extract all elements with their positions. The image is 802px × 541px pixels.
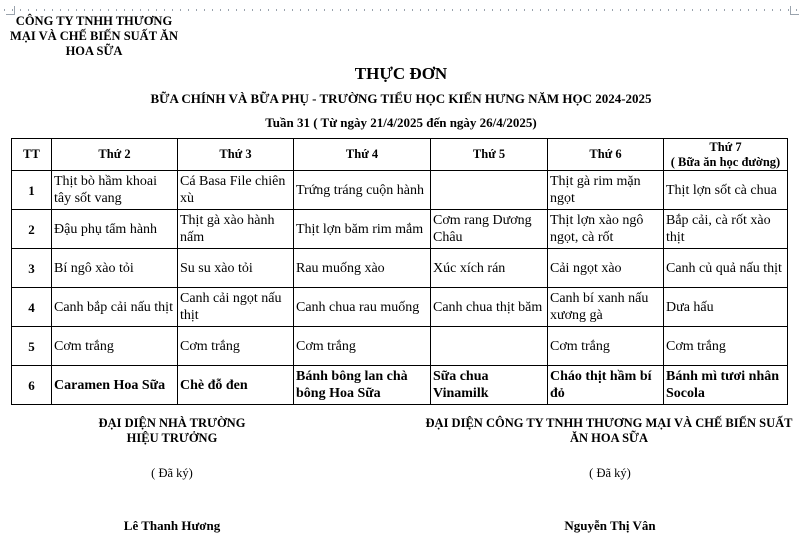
cell-wednesday: Bánh bông lan chà bông Hoa Sữa: [294, 366, 431, 405]
cell-monday: Caramen Hoa Sữa: [52, 366, 178, 405]
ruler-tick: [516, 9, 517, 11]
table-row: [12, 327, 788, 366]
ruler-tick: [28, 9, 29, 11]
ruler-tick: [308, 9, 309, 11]
ruler-tick: [292, 9, 293, 11]
ruler-tick: [60, 9, 61, 11]
cell-monday: Thịt bò hầm khoai tây sốt vang: [52, 171, 178, 210]
ruler-tick: [444, 9, 445, 11]
ruler-tick: [228, 9, 229, 11]
ruler-tick: [204, 9, 205, 11]
company-signature-title: [424, 416, 794, 446]
cell-monday: Canh bắp cải nấu thịt: [52, 288, 178, 327]
company-line-1: CÔNG TY TNHH THƯƠNG: [15, 14, 173, 28]
company-signature-line-2: ĂN HOA SỮA: [569, 431, 648, 445]
school-signer-name: Lê Thanh Hương: [123, 518, 221, 533]
table-row: [12, 366, 788, 405]
ruler-tick: [556, 9, 557, 11]
ruler-tick: [524, 9, 525, 11]
ruler-tick: [620, 9, 621, 11]
ruler-tick: [660, 9, 661, 11]
cell-saturday: Bắp cải, cà rốt xào thịt: [664, 210, 788, 249]
ruler-tick: [100, 9, 101, 11]
header-friday: Thứ 6: [548, 139, 664, 171]
row-number: 2: [12, 210, 52, 249]
cell-wednesday: Canh chua rau muống: [294, 288, 431, 327]
ruler-tick: [724, 9, 725, 11]
cell-monday: Đậu phụ tẩm hành: [52, 210, 178, 249]
school-signed-note: ( Đã ký): [151, 466, 193, 480]
page-ruler: [0, 0, 802, 10]
cell-tuesday: Thịt gà xào hành nấm: [178, 210, 294, 249]
cell-tuesday: Cá Basa File chiên xù: [178, 171, 294, 210]
header-thursday: Thứ 5: [431, 139, 548, 171]
ruler-tick: [708, 9, 709, 11]
cell-saturday: Dưa hấu: [664, 288, 788, 327]
ruler-tick: [452, 9, 453, 11]
ruler-tick: [316, 9, 317, 11]
ruler-tick: [276, 9, 277, 11]
ruler-tick: [140, 9, 141, 11]
ruler-tick: [148, 9, 149, 11]
header-wednesday: Thứ 4: [294, 139, 431, 171]
ruler-tick: [132, 9, 133, 11]
ruler-tick: [84, 9, 85, 11]
ruler-tick: [788, 9, 789, 11]
company-signer-name: Nguyễn Thị Vân: [564, 518, 656, 533]
ruler-tick: [420, 9, 421, 11]
ruler-tick: [372, 9, 373, 11]
page-corner-mark-right: [790, 6, 799, 15]
company-line-3: HOA SỮA: [65, 44, 123, 58]
cell-monday: Cơm trắng: [52, 327, 178, 366]
ruler-tick: [580, 9, 581, 11]
cell-friday: Thịt gà rim mặn ngọt: [548, 171, 664, 210]
ruler-tick: [588, 9, 589, 11]
ruler-tick: [780, 9, 781, 11]
ruler-tick: [260, 9, 261, 11]
row-number: 4: [12, 288, 52, 327]
ruler-tick: [636, 9, 637, 11]
table-row: [12, 288, 788, 327]
ruler-tick: [492, 9, 493, 11]
cell-tuesday: Cơm trắng: [178, 327, 294, 366]
ruler-tick: [172, 9, 173, 11]
cell-saturday: Canh củ quả nấu thịt: [664, 249, 788, 288]
ruler-tick: [548, 9, 549, 11]
ruler-tick: [4, 9, 5, 11]
ruler-tick: [508, 9, 509, 11]
ruler-tick: [180, 9, 181, 11]
ruler-tick: [300, 9, 301, 11]
ruler-tick: [596, 9, 597, 11]
cell-thursday: [431, 327, 548, 366]
ruler-tick: [284, 9, 285, 11]
ruler-tick: [564, 9, 565, 11]
ruler-tick: [436, 9, 437, 11]
cell-saturday: Cơm trắng: [664, 327, 788, 366]
ruler-tick: [364, 9, 365, 11]
ruler-tick: [324, 9, 325, 11]
row-number: 5: [12, 327, 52, 366]
ruler-tick: [772, 9, 773, 11]
ruler-tick: [604, 9, 605, 11]
ruler-tick: [236, 9, 237, 11]
company-signature-line-1: ĐẠI DIỆN CÔNG TY TNHH THƯƠNG MẠI VÀ CHẾ BIẾN SUẤT: [425, 416, 793, 430]
header-tuesday: Thứ 3: [178, 139, 294, 171]
ruler-tick: [36, 9, 37, 11]
row-number: 6: [12, 366, 52, 405]
company-header: [10, 14, 178, 59]
page-title: THỰC ĐƠN: [354, 64, 448, 83]
ruler-tick: [156, 9, 157, 11]
ruler-tick: [732, 9, 733, 11]
ruler-tick: [108, 9, 109, 11]
table-row: [12, 210, 788, 249]
ruler-tick: [716, 9, 717, 11]
ruler-tick: [188, 9, 189, 11]
cell-friday: Cơm trắng: [548, 327, 664, 366]
menu-table: [11, 138, 788, 405]
cell-wednesday: Rau muống xào: [294, 249, 431, 288]
ruler-tick: [748, 9, 749, 11]
header-tt: TT: [12, 139, 52, 171]
cell-tuesday: Chè đỗ đen: [178, 366, 294, 405]
ruler-tick: [572, 9, 573, 11]
ruler-tick: [380, 9, 381, 11]
ruler-tick: [460, 9, 461, 11]
ruler-tick: [740, 9, 741, 11]
ruler-tick: [676, 9, 677, 11]
ruler-tick: [92, 9, 93, 11]
ruler-tick: [668, 9, 669, 11]
ruler-tick: [428, 9, 429, 11]
ruler-tick: [220, 9, 221, 11]
cell-thursday: [431, 171, 548, 210]
cell-tuesday: Su su xào tỏi: [178, 249, 294, 288]
ruler-tick: [212, 9, 213, 11]
cell-friday: Cải ngọt xào: [548, 249, 664, 288]
cell-thursday: Xúc xích rán: [431, 249, 548, 288]
ruler-tick: [532, 9, 533, 11]
ruler-tick: [540, 9, 541, 11]
school-signature-title: [72, 416, 272, 446]
cell-friday: Thịt lợn xào ngô ngọt, cà rốt: [548, 210, 664, 249]
ruler-tick: [644, 9, 645, 11]
cell-wednesday: Thịt lợn băm rim mắm: [294, 210, 431, 249]
ruler-tick: [468, 9, 469, 11]
ruler-tick: [44, 9, 45, 11]
ruler-tick: [164, 9, 165, 11]
header-saturday-label: Thứ 7: [709, 139, 742, 154]
table-row: [12, 171, 788, 210]
company-signed-note: ( Đã ký): [589, 466, 631, 480]
ruler-tick: [484, 9, 485, 11]
ruler-tick: [692, 9, 693, 11]
ruler-tick: [124, 9, 125, 11]
header-monday: Thứ 2: [52, 139, 178, 171]
cell-friday: Cháo thịt hầm bí đỏ: [548, 366, 664, 405]
ruler-tick: [332, 9, 333, 11]
ruler-tick: [20, 9, 21, 11]
ruler-tick: [340, 9, 341, 11]
cell-friday: Canh bí xanh nấu xương gà: [548, 288, 664, 327]
ruler-tick: [612, 9, 613, 11]
school-signature-line-2: HIỆU TRƯỞNG: [126, 431, 218, 445]
ruler-tick: [76, 9, 77, 11]
ruler-tick: [268, 9, 269, 11]
header-saturday: [664, 139, 788, 171]
ruler-tick: [244, 9, 245, 11]
table-row: [12, 249, 788, 288]
ruler-tick: [756, 9, 757, 11]
ruler-tick: [412, 9, 413, 11]
ruler-tick: [700, 9, 701, 11]
cell-saturday: Bánh mì tươi nhân Socola: [664, 366, 788, 405]
ruler-tick: [764, 9, 765, 11]
ruler-tick: [652, 9, 653, 11]
school-signature-line-1: ĐẠI DIỆN NHÀ TRƯỜNG: [98, 416, 246, 430]
cell-thursday: Sữa chua Vinamilk: [431, 366, 548, 405]
cell-tuesday: Canh cải ngọt nấu thịt: [178, 288, 294, 327]
ruler-tick: [68, 9, 69, 11]
ruler-tick: [628, 9, 629, 11]
ruler-tick: [404, 9, 405, 11]
ruler-tick: [500, 9, 501, 11]
week-range: Tuần 31 ( Từ ngày 21/4/2025 đến ngày 26/4/2025): [265, 115, 537, 130]
row-number: 3: [12, 249, 52, 288]
ruler-tick: [348, 9, 349, 11]
cell-thursday: Canh chua thịt băm: [431, 288, 548, 327]
cell-wednesday: Cơm trắng: [294, 327, 431, 366]
cell-wednesday: Trứng tráng cuộn hành: [294, 171, 431, 210]
cell-saturday: Thịt lợn sốt cà chua: [664, 171, 788, 210]
page-subtitle: BỮA CHÍNH VÀ BỮA PHỤ - TRƯỜNG TIỂU HỌC KIẾN HƯNG NĂM HỌC 2024-2025: [150, 91, 652, 106]
header-saturday-note: ( Bữa ăn học đường): [670, 154, 781, 169]
table-header-row: [12, 139, 788, 171]
ruler-tick: [396, 9, 397, 11]
ruler-tick: [684, 9, 685, 11]
ruler-tick: [196, 9, 197, 11]
cell-thursday: Cơm rang Dương Châu: [431, 210, 548, 249]
cell-monday: Bí ngô xào tỏi: [52, 249, 178, 288]
ruler-tick: [52, 9, 53, 11]
ruler-tick: [476, 9, 477, 11]
company-line-2: MẠI VÀ CHẾ BIẾN SUẤT ĂN: [10, 29, 178, 43]
ruler-tick: [388, 9, 389, 11]
row-number: 1: [12, 171, 52, 210]
ruler-tick: [252, 9, 253, 11]
ruler-tick: [356, 9, 357, 11]
ruler-tick: [116, 9, 117, 11]
